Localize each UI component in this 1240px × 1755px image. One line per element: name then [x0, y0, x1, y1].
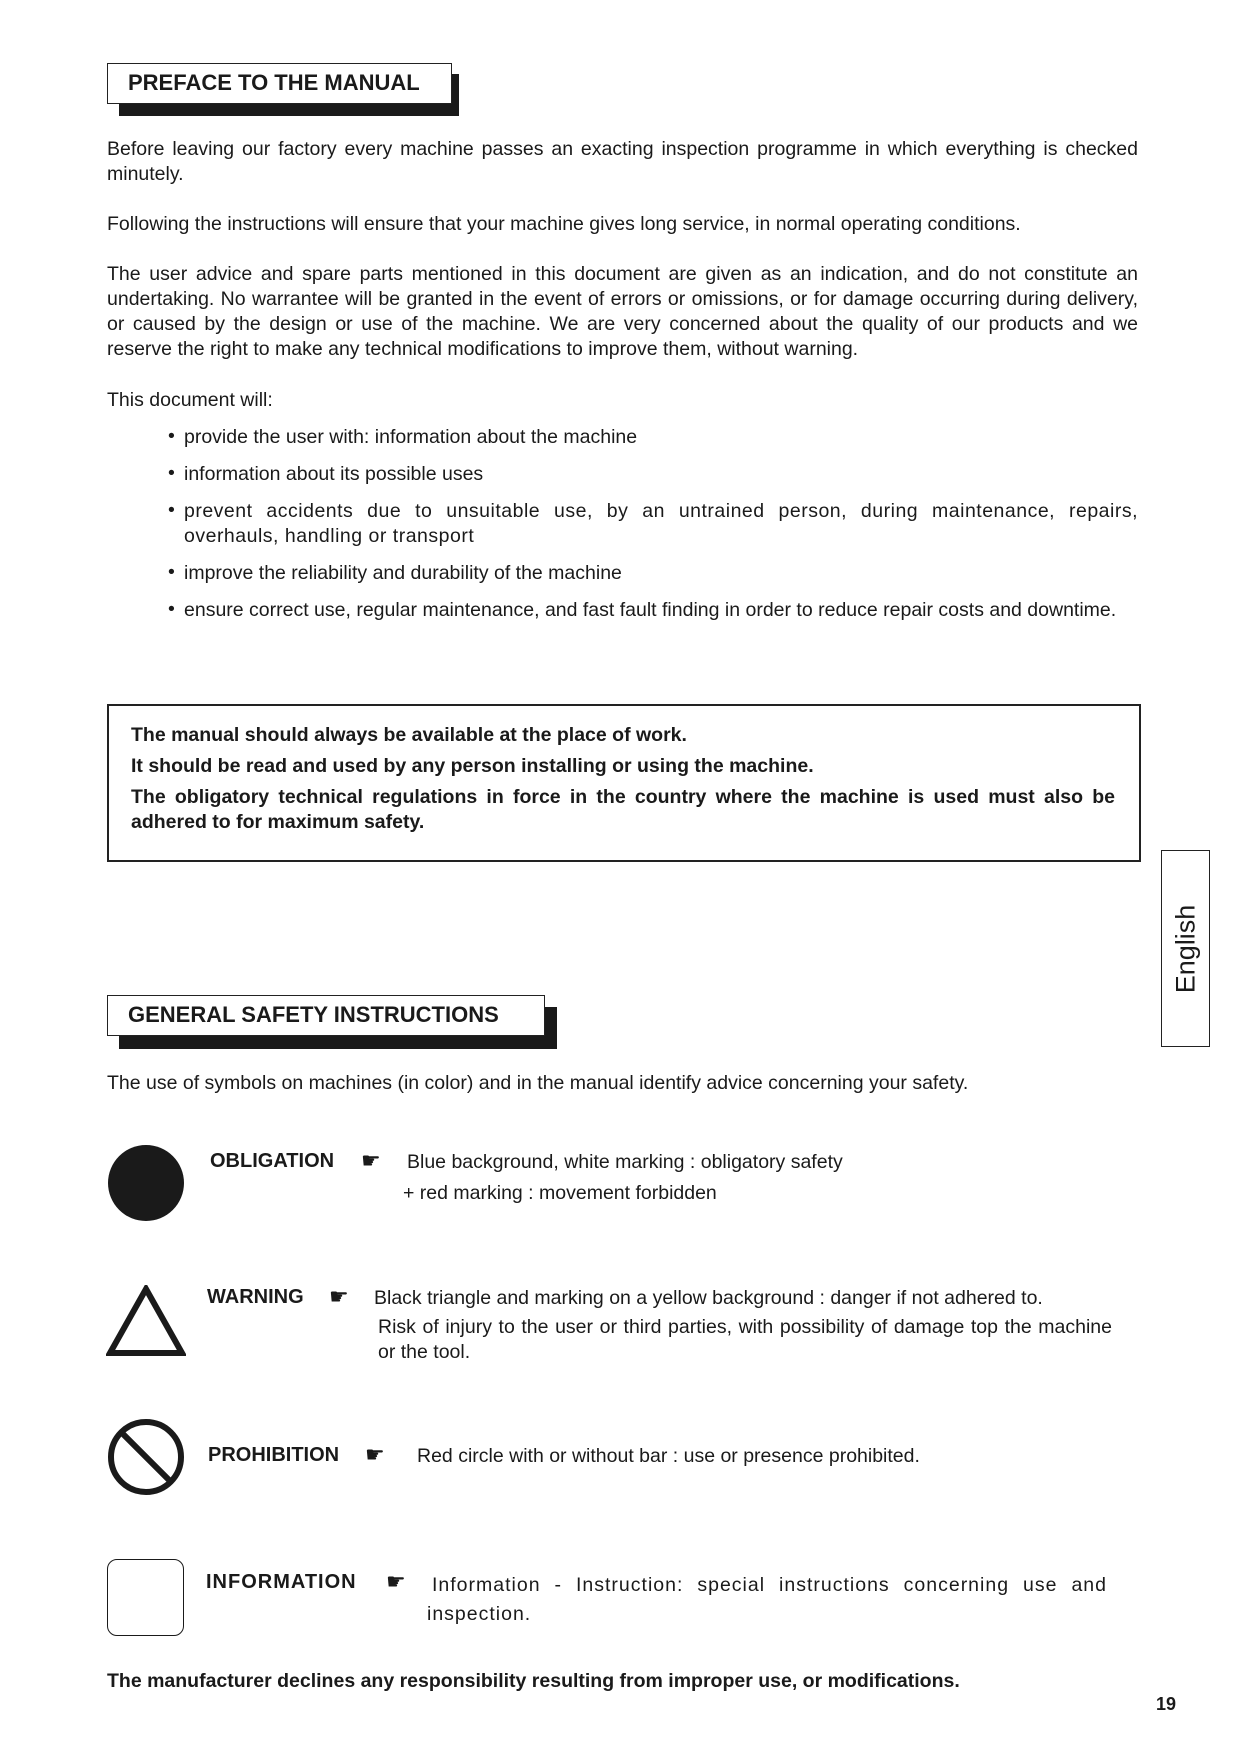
warning-text-2: Risk of injury to the user or third parties, with possibility of damage top the machine or the tool.	[378, 1316, 1112, 1363]
pointing-hand-icon: ☛	[365, 1442, 385, 1467]
preface-paragraph-3: The user advice and spare parts mentioned in this document are given as an indication, and do not constitute an undertaking. No warrantee will be granted in the event of errors or omissions, or for damage occurring during delivery, or caused by the design or use of the machine. We are very concerned about the quality of our products and we reserve the right to make any technical modifications to improve them, without warning.	[107, 263, 1138, 360]
bullet-marker: •	[168, 462, 175, 484]
notice-line-1: The manual should always be available at the place of work.	[131, 724, 687, 746]
language-tab-label: English	[1170, 904, 1200, 993]
list-item: improve the reliability and durability of the machine	[184, 562, 622, 584]
page-number: 19	[1156, 1694, 1177, 1714]
obligation-text-1: Blue background, white marking : obligatory safety	[407, 1151, 843, 1173]
bullet-marker: •	[168, 561, 175, 583]
prohibition-text: Red circle with or without bar : use or presence prohibited.	[417, 1445, 920, 1467]
information-text: Information - Instruction: special instructions concerning use and inspection.	[427, 1574, 1107, 1625]
obligation-label: OBLIGATION	[210, 1150, 335, 1172]
language-tab	[1161, 850, 1210, 1047]
list-item: information about its possible uses	[184, 463, 484, 485]
list-item: prevent accidents due to unsuitable use, by an untrained person, during maintenance, repairs, overhauls, handling or transport	[184, 500, 1138, 547]
safety-intro: The use of symbols on machines (in color) and in the manual identify advice concerning your safety.	[107, 1072, 969, 1094]
warning-triangle-icon	[106, 1285, 186, 1357]
preface-heading	[107, 63, 452, 104]
obligation-text-2: + red marking : movement forbidden	[403, 1182, 717, 1204]
bullet-marker: •	[168, 499, 175, 521]
information-square-icon	[107, 1559, 184, 1636]
safety-heading-text: GENERAL SAFETY INSTRUCTIONS	[128, 1002, 499, 1027]
pointing-hand-icon: ☛	[386, 1569, 406, 1594]
list-item: provide the user with: information about the machine	[184, 426, 638, 448]
notice-line-3: The obligatory technical regulations in force in the country where the machine is used must also be adhered to for maximum safety.	[131, 786, 1115, 833]
disclaimer: The manufacturer declines any responsibility resulting from improper use, or modifications.	[107, 1670, 960, 1692]
prohibition-icon	[106, 1417, 186, 1497]
preface-paragraph-1: Before leaving our factory every machine passes an exacting inspection programme in which everything is checked minutely.	[107, 138, 1138, 185]
preface-paragraph-2: Following the instructions will ensure that your machine gives long service, in normal operating conditions.	[107, 213, 1021, 235]
safety-heading	[107, 995, 545, 1036]
obligation-circle-icon	[106, 1143, 186, 1223]
warning-text-1: Black triangle and marking on a yellow background : danger if not adhered to.	[374, 1287, 1043, 1309]
prohibition-label: PROHIBITION	[208, 1444, 340, 1466]
preface-heading-text: PREFACE TO THE MANUAL	[128, 70, 420, 95]
notice-line-2: It should be read and used by any person installing or using the machine.	[131, 755, 814, 777]
list-item: ensure correct use, regular maintenance, and fast fault finding in order to reduce repair costs and downtime.	[184, 599, 1117, 621]
warning-label: WARNING	[207, 1286, 304, 1308]
information-label: INFORMATION	[206, 1571, 357, 1593]
bullet-marker: •	[168, 425, 175, 447]
pointing-hand-icon: ☛	[361, 1148, 381, 1173]
pointing-hand-icon: ☛	[329, 1284, 349, 1309]
bullet-marker: •	[168, 598, 175, 620]
preface-paragraph-4: This document will:	[107, 389, 273, 411]
